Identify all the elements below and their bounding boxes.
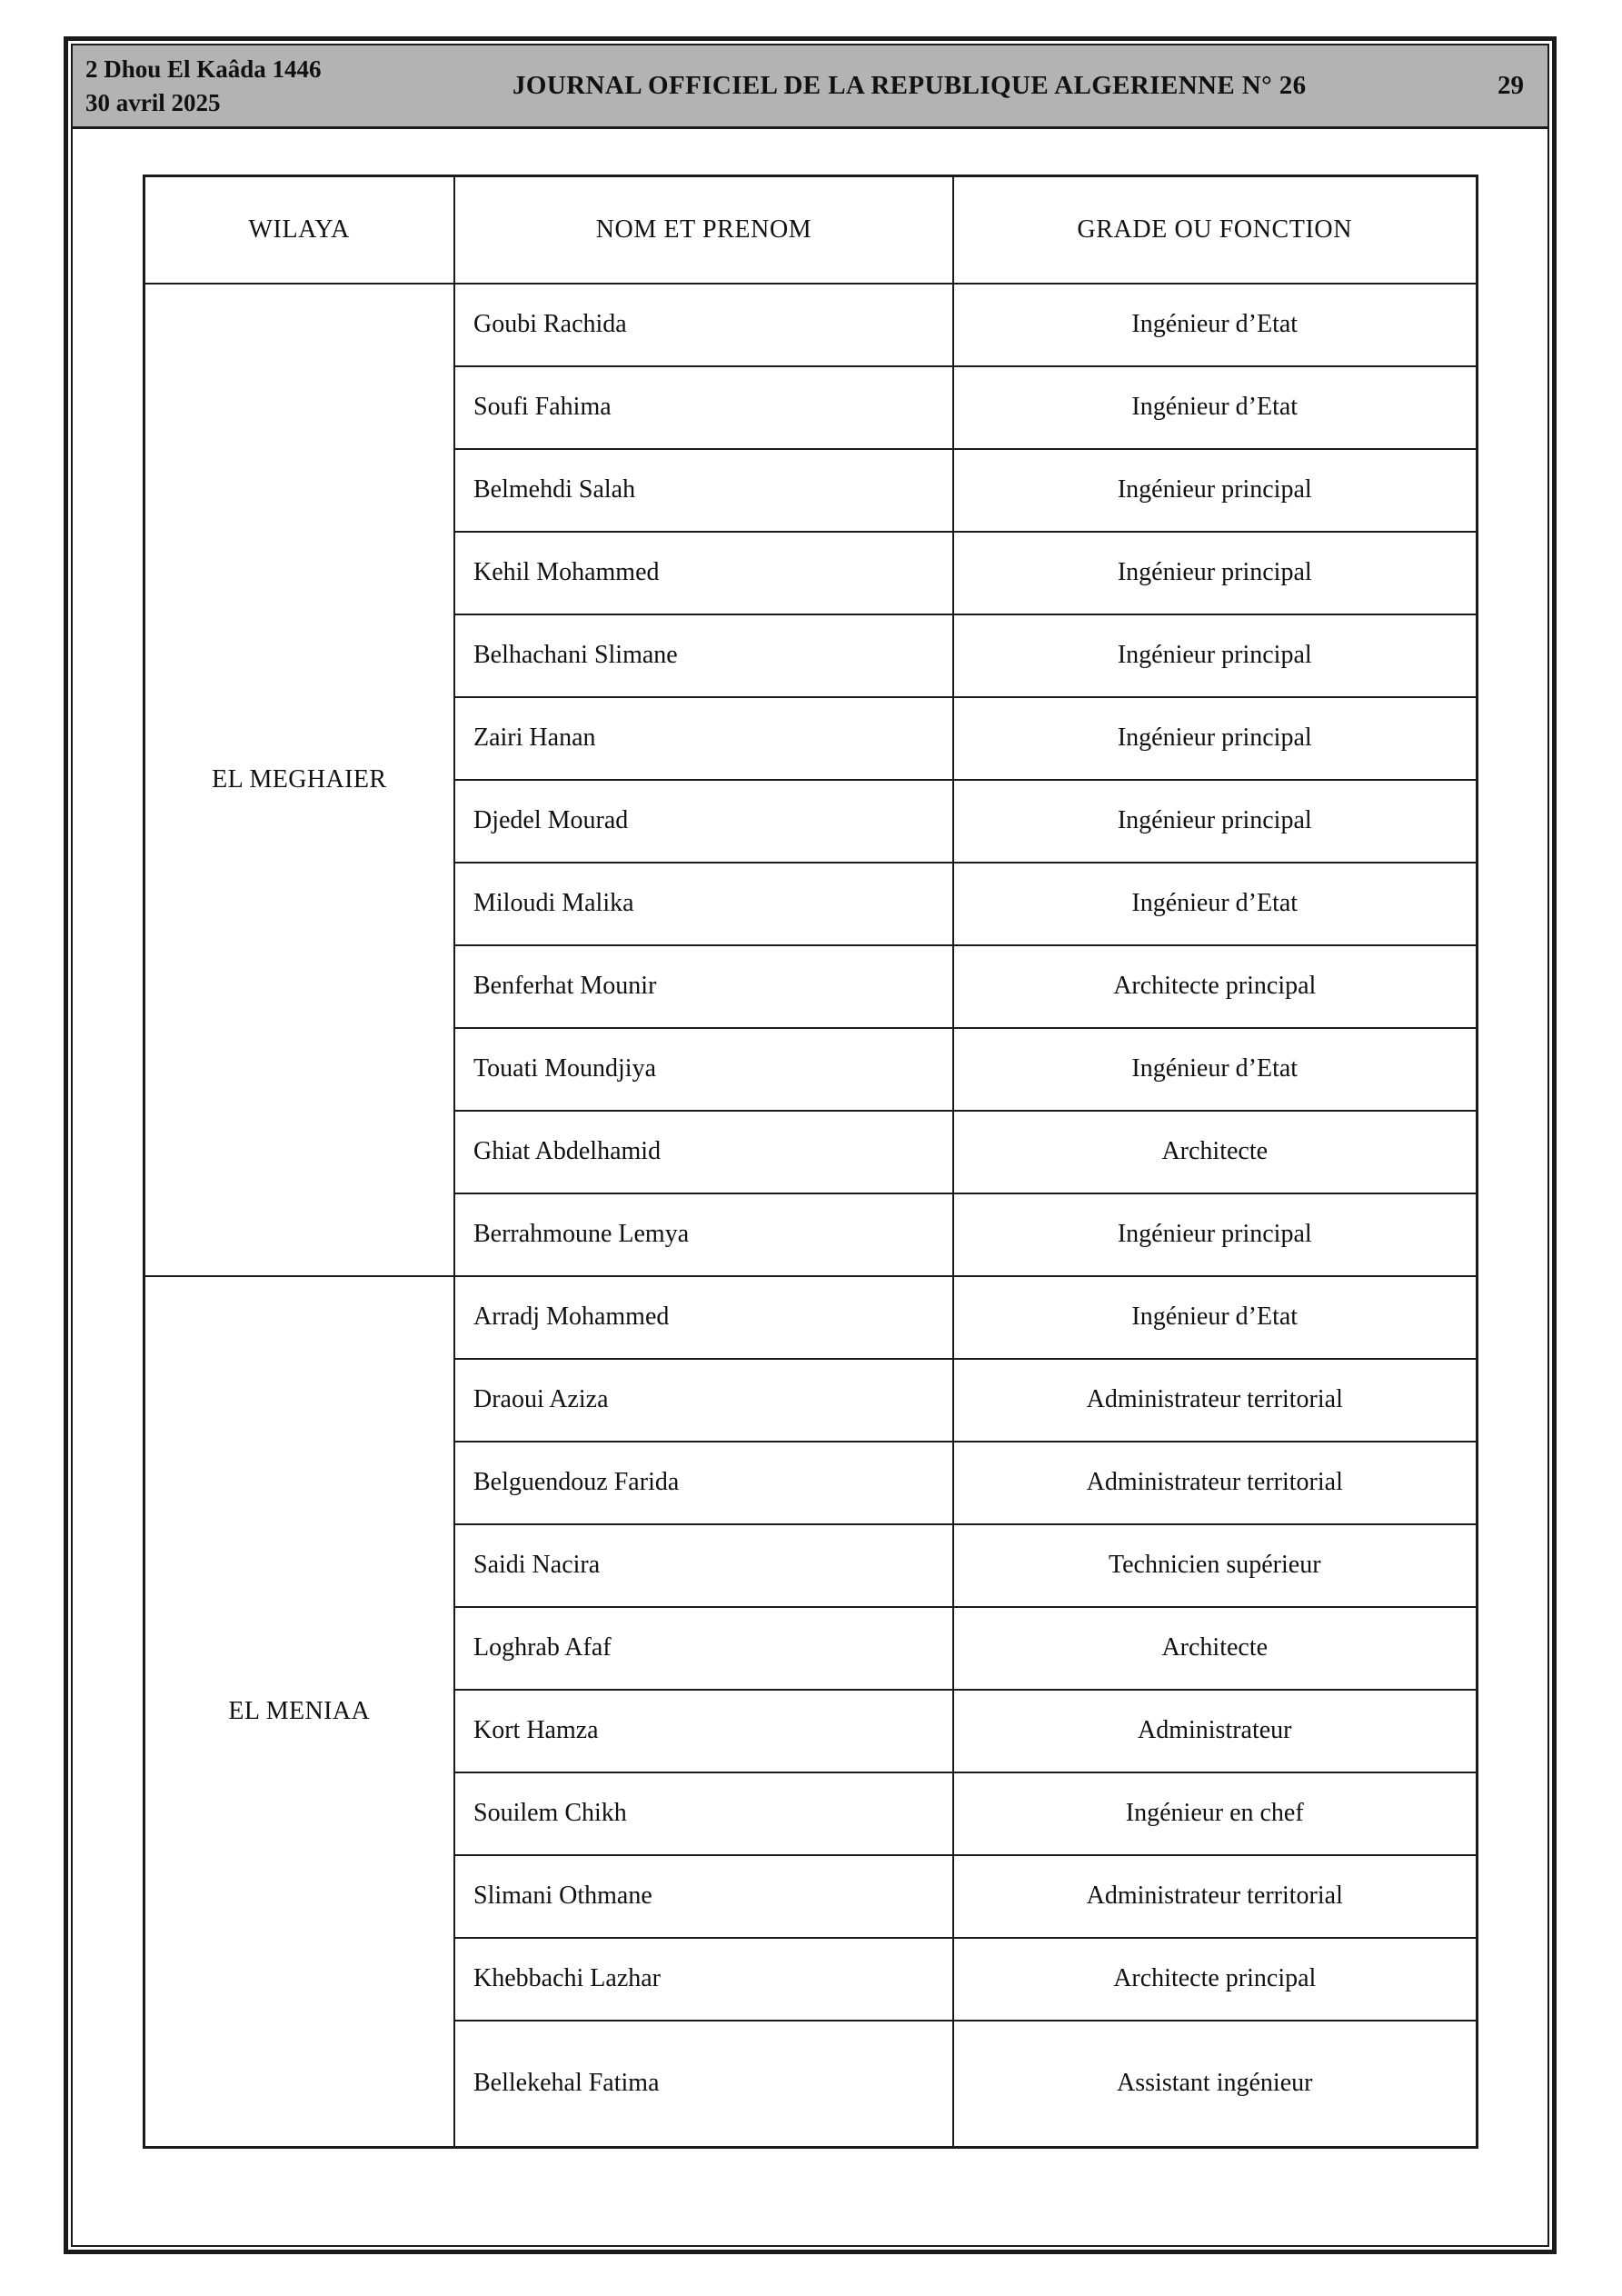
- name-cell: Berrahmoune Lemya: [454, 1193, 953, 1276]
- grade-cell: Administrateur: [953, 1690, 1477, 1772]
- grade-cell: Architecte principal: [953, 1938, 1477, 2021]
- col-header-wilaya: WILAYA: [144, 176, 454, 284]
- date-hijri: 2 Dhou El Kaâda 1446: [85, 55, 322, 84]
- name-cell: Zairi Hanan: [454, 697, 953, 780]
- name-cell: Arradj Mohammed: [454, 1276, 953, 1359]
- col-header-nom-et-prenom: NOM ET PRENOM: [454, 176, 953, 284]
- page-frame: [64, 36, 1557, 2254]
- date-gregorian: 30 avril 2025: [85, 88, 221, 116]
- name-cell: Bellekehal Fatima: [454, 2021, 953, 2148]
- name-cell: Saidi Nacira: [454, 1524, 953, 1607]
- name-cell: Djedel Mourad: [454, 780, 953, 863]
- grade-cell: Technicien supérieur: [953, 1524, 1477, 1607]
- grade-cell: Ingénieur d’Etat: [953, 366, 1477, 449]
- grade-cell: Administrateur territorial: [953, 1359, 1477, 1442]
- grade-cell: Administrateur territorial: [953, 1855, 1477, 1938]
- page-number: 29: [1498, 71, 1524, 100]
- table-body: [144, 284, 1477, 2148]
- name-cell: Belmehdi Salah: [454, 449, 953, 532]
- grade-cell: Ingénieur principal: [953, 449, 1477, 532]
- grade-cell: Ingénieur principal: [953, 532, 1477, 614]
- name-cell: Touati Moundjiya: [454, 1028, 953, 1111]
- name-cell: Ghiat Abdelhamid: [454, 1111, 953, 1193]
- name-cell: Belhachani Slimane: [454, 614, 953, 697]
- name-cell: Belguendouz Farida: [454, 1442, 953, 1524]
- grade-cell: Ingénieur d’Etat: [953, 1276, 1477, 1359]
- name-cell: Draoui Aziza: [454, 1359, 953, 1442]
- grade-cell: Ingénieur en chef: [953, 1772, 1477, 1855]
- grade-cell: Ingénieur principal: [953, 697, 1477, 780]
- personnel-table: [143, 175, 1478, 2149]
- grade-cell: Administrateur territorial: [953, 1442, 1477, 1524]
- grade-cell: Ingénieur principal: [953, 614, 1477, 697]
- table-row: [144, 284, 1477, 366]
- grade-cell: Ingénieur d’Etat: [953, 863, 1477, 945]
- col-header-grade-ou-fonction: GRADE OU FONCTION: [953, 176, 1477, 284]
- name-cell: Slimani Othmane: [454, 1855, 953, 1938]
- grade-cell: Ingénieur principal: [953, 780, 1477, 863]
- name-cell: Benferhat Mounir: [454, 945, 953, 1028]
- name-cell: Loghrab Afaf: [454, 1607, 953, 1690]
- grade-cell: Architecte: [953, 1111, 1477, 1193]
- grade-cell: Ingénieur principal: [953, 1193, 1477, 1276]
- grade-cell: Architecte principal: [953, 945, 1477, 1028]
- wilaya-cell: EL MEGHAIER: [144, 284, 454, 1276]
- grade-cell: Architecte: [953, 1607, 1477, 1690]
- page-frame-inner: [71, 44, 1549, 2247]
- name-cell: Khebbachi Lazhar: [454, 1938, 953, 2021]
- journal-title: JOURNAL OFFICIEL DE LA REPUBLIQUE ALGERIENNE N° 26: [512, 71, 1307, 100]
- name-cell: Kort Hamza: [454, 1690, 953, 1772]
- name-cell: Souilem Chikh: [454, 1772, 953, 1855]
- name-cell: Kehil Mohammed: [454, 532, 953, 614]
- table-header-row: [144, 176, 1477, 284]
- name-cell: Goubi Rachida: [454, 284, 953, 366]
- name-cell: Soufi Fahima: [454, 366, 953, 449]
- name-cell: Miloudi Malika: [454, 863, 953, 945]
- header-dates: [85, 53, 322, 119]
- grade-cell: Assistant ingénieur: [953, 2021, 1477, 2148]
- grade-cell: Ingénieur d’Etat: [953, 1028, 1477, 1111]
- page-header: [73, 45, 1547, 129]
- table-row: [144, 1276, 1477, 1359]
- grade-cell: Ingénieur d’Etat: [953, 284, 1477, 366]
- wilaya-cell: EL MENIAA: [144, 1276, 454, 2148]
